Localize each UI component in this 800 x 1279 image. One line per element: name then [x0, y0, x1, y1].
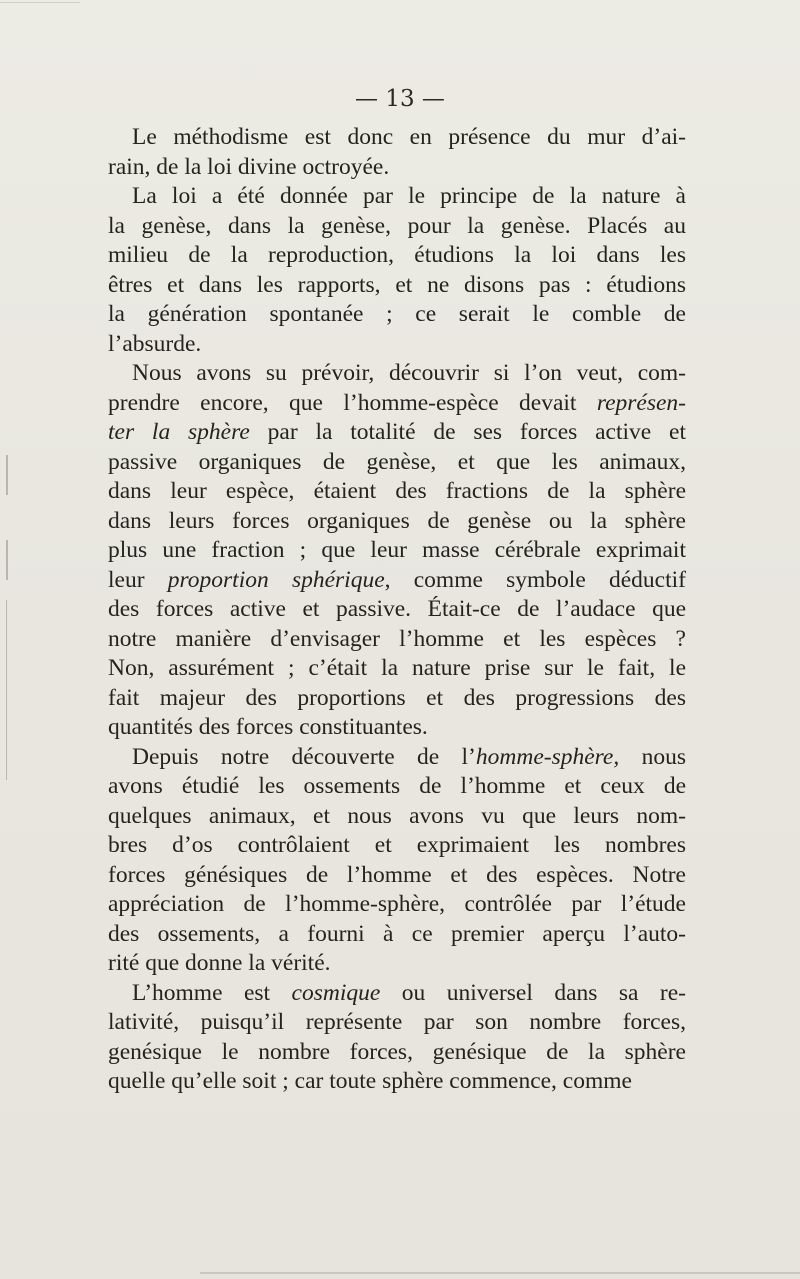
- text-line: notre manière d’envisager l’homme et les espèces ?: [108, 625, 686, 652]
- text-line: la genèse, dans la genèse, pour la genèse. Placés au: [108, 212, 686, 239]
- text-line: fait majeur des proportions et des progressions des: [108, 684, 686, 711]
- binding-mark: [6, 600, 7, 780]
- text-line: [108, 566, 686, 596]
- text-line: La loi a été donnée par le principe de la nature à: [132, 183, 686, 209]
- text-line: [108, 743, 686, 773]
- text-line: milieu de la reproduction, étudions la loi dans les: [108, 242, 686, 268]
- text-line: avons étudié les ossements de l’homme et ceux de: [108, 773, 686, 799]
- paragraph: [108, 979, 686, 1097]
- italic-text-run: ter la sphère: [108, 419, 250, 445]
- body-text: [108, 123, 686, 1097]
- text-line: Non, assurément ; c’était la nature prise sur le fait, le: [108, 655, 686, 681]
- text-run: leur: [108, 566, 168, 593]
- text-line: Le méthodisme est donc en présence du mur d’ai-: [132, 124, 686, 150]
- text-run: Depuis notre découverte de l’: [132, 743, 476, 770]
- text-line: [108, 979, 686, 1009]
- text-line: la génération spontanée ; ce serait le comble de: [108, 301, 686, 327]
- paragraph: [108, 123, 686, 182]
- page-number: — 13 —: [355, 86, 445, 112]
- text-run: ou universel dans sa re-: [380, 979, 686, 1006]
- text-line: bres d’os contrôlaient et exprimaient les nombres: [108, 832, 686, 858]
- text-run: prendre encore, que l’homme-espèce devait: [108, 389, 597, 416]
- text-line: [108, 389, 686, 419]
- text-line: lativité, puisqu’il représente par son nombre forces,: [108, 1009, 686, 1035]
- binding-mark: [6, 455, 8, 495]
- text-line: genésique le nombre forces, genésique de la sphère: [108, 1038, 686, 1065]
- text-line: passive organiques de genèse, et que les animaux,: [108, 448, 686, 475]
- text-line: quelle qu’elle soit ; car toute sphère commence, comme: [108, 1068, 632, 1094]
- text-line: quelques animaux, et nous avons vu que leurs nom-: [108, 802, 686, 829]
- italic-text-run: représen-: [596, 389, 686, 416]
- text-line: [108, 418, 686, 448]
- paragraph: [108, 182, 686, 359]
- text-line: quantités des forces constituantes.: [108, 714, 428, 740]
- paragraph: [108, 743, 686, 979]
- text-line: rité que donne la vérité.: [108, 950, 331, 976]
- text-line: des ossements, a fourni à ce premier aperçu l’auto-: [108, 920, 686, 947]
- text-line: l’absurde.: [108, 330, 202, 357]
- paragraph: [108, 359, 686, 743]
- text-run: nous: [619, 743, 686, 770]
- italic-text-run: proportion sphérique: [167, 566, 385, 593]
- text-line: appréciation de l’homme-sphère, contrôlée par l’étude: [108, 891, 686, 917]
- bottom-edge-line: [200, 1272, 800, 1274]
- text-line: des forces active et passive. Était-ce de l’audace que: [108, 596, 686, 622]
- top-edge-line: [0, 2, 80, 3]
- text-line: dans leurs forces organiques de genèse ou la sphère: [108, 507, 686, 534]
- text-line: rain, de la loi divine octroyée.: [108, 153, 390, 180]
- text-run: par la totalité de ses forces active et: [249, 419, 686, 445]
- text-line: plus une fraction ; que leur masse cérébrale exprimait: [108, 537, 686, 563]
- text-line: forces génésiques de l’homme et des espèces. Notre: [108, 861, 686, 888]
- italic-text-run: cosmique: [291, 979, 381, 1006]
- text-line: Nous avons su prévoir, découvrir si l’on veut, com-: [132, 360, 686, 386]
- text-line: êtres et dans les rapports, et ne disons pas : étudions: [108, 271, 686, 298]
- text-run: L’homme est: [132, 979, 292, 1006]
- text-run: , comme symbole déductif: [384, 566, 686, 593]
- text-line: dans leur espèce, étaient des fractions de la sphère: [108, 478, 686, 504]
- binding-mark: [6, 540, 8, 580]
- italic-text-run: homme-sphère,: [475, 743, 620, 770]
